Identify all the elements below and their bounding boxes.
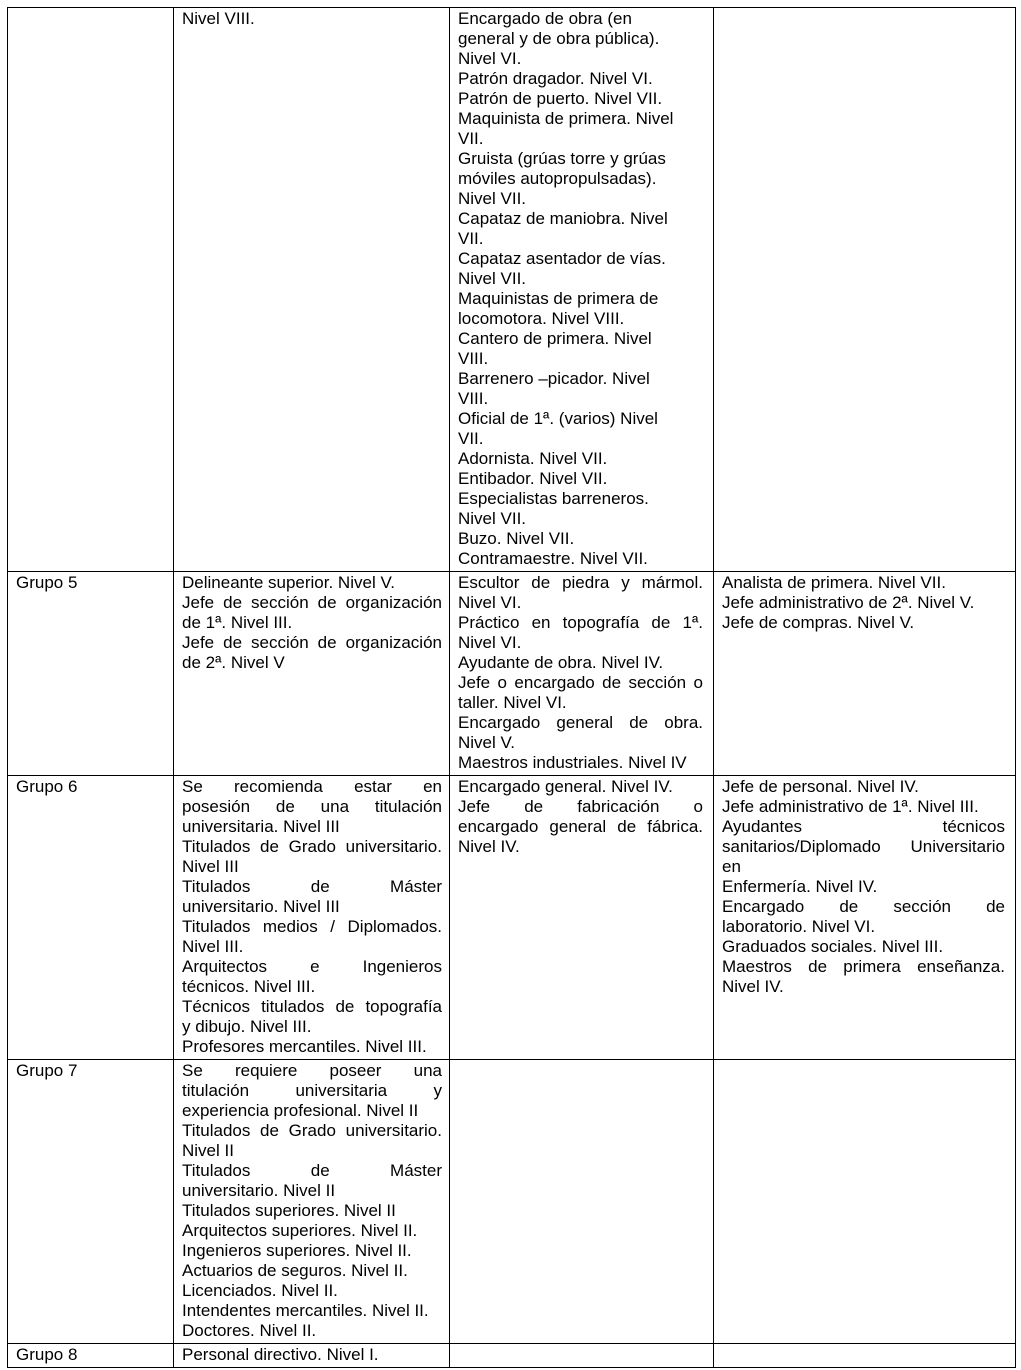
text-line: Jefe de sección de organización (182, 633, 442, 652)
text-line: Titulados de Grado universitario. (182, 1121, 442, 1140)
table-entry (458, 209, 703, 249)
text-line: móviles autopropulsadas). (458, 169, 657, 188)
text-line: Grupo 6 (16, 777, 78, 796)
table-entry (722, 573, 1005, 593)
table-entry (722, 817, 1005, 877)
table-entry (458, 69, 703, 89)
text-line: Jefe de compras. Nivel V. (722, 613, 915, 632)
table-entry (458, 249, 703, 289)
table-entry (458, 469, 703, 489)
text-line: Encargado general. Nivel IV. (458, 777, 673, 796)
text-line: VII. (458, 129, 484, 148)
table-entry (722, 777, 1005, 797)
text-line: VII. (458, 429, 484, 448)
table-entry (182, 633, 442, 673)
column-2-cell (174, 8, 450, 572)
text-line: de 1ª. Nivel III. (182, 613, 293, 632)
text-line: Ayudante de obra. Nivel IV. (458, 653, 664, 672)
text-line: general y de obra pública). (458, 29, 660, 48)
column-3-cell (450, 1344, 714, 1368)
text-line: Intendentes mercantiles. Nivel II. (182, 1301, 429, 1320)
text-line: VII. (458, 229, 484, 248)
table-entry (182, 1061, 442, 1121)
table-entry (458, 673, 703, 713)
text-line: sanitarios/Diplomado Universitario (722, 837, 1005, 856)
text-line: Se recomienda estar en (182, 777, 442, 796)
table-entry (182, 917, 442, 957)
table-entry (458, 9, 703, 69)
text-line: en (722, 857, 741, 876)
table-entry (722, 937, 1005, 957)
text-line: Jefe administrativo de 1ª. Nivel III. (722, 797, 979, 816)
text-line: Actuarios de seguros. Nivel II. (182, 1261, 408, 1280)
table-entry (182, 837, 442, 877)
text-line: Analista de primera. Nivel VII. (722, 573, 946, 592)
text-line: Capataz de maniobra. Nivel (458, 209, 668, 228)
column-2-cell (174, 1060, 450, 1344)
column-2-cell (174, 1344, 450, 1368)
table-entry (182, 593, 442, 633)
group-column-cell (8, 1344, 174, 1368)
table-entry (458, 613, 703, 653)
table-entry (182, 997, 442, 1037)
table-entry (16, 1061, 165, 1081)
text-line: Nivel VII. (458, 509, 527, 528)
text-line: Maestros industriales. Nivel IV (458, 753, 687, 772)
table-entry (182, 877, 442, 917)
table-entry (182, 1201, 442, 1221)
text-line: taller. Nivel VI. (458, 693, 567, 712)
text-line: Profesores mercantiles. Nivel III. (182, 1037, 427, 1056)
text-line: Gruista (grúas torre y grúas (458, 149, 666, 168)
text-line: titulación universitaria y (182, 1081, 442, 1100)
table-entry (458, 369, 703, 409)
text-line: Maquinistas de primera de (458, 289, 659, 308)
table-entry (458, 549, 703, 569)
table-entry (722, 797, 1005, 817)
column-4-cell (714, 776, 1016, 1060)
column-3-cell (450, 1060, 714, 1344)
text-line: Graduados sociales. Nivel III. (722, 937, 944, 956)
text-line: Nivel V. (458, 733, 516, 752)
text-line: Grupo 7 (16, 1061, 78, 1080)
text-line: Nivel III. (182, 937, 244, 956)
column-2-cell (174, 776, 450, 1060)
text-line: Jefe de personal. Nivel IV. (722, 777, 919, 796)
table-entry (722, 897, 1005, 937)
column-3-cell (450, 8, 714, 572)
text-line: Cantero de primera. Nivel (458, 329, 652, 348)
text-line: Jefe o encargado de sección o (458, 673, 703, 692)
text-line: Entibador. Nivel VII. (458, 469, 608, 488)
text-line: Ayudantes técnicos (722, 817, 1005, 836)
text-line: Nivel VI. (458, 633, 522, 652)
column-4-cell (714, 572, 1016, 776)
table-entry (182, 1281, 442, 1301)
text-line: Práctico en topografía de 1ª. (458, 613, 703, 632)
text-line: universitario. Nivel II (182, 1181, 336, 1200)
table-entry (182, 777, 442, 837)
text-line: Titulados de Máster (182, 1161, 442, 1180)
column-4-cell (714, 1344, 1016, 1368)
column-2-cell (174, 572, 450, 776)
text-line: Nivel II (182, 1141, 234, 1160)
text-line: Nivel III (182, 857, 239, 876)
text-line: Grupo 5 (16, 573, 78, 592)
column-4-cell (714, 1060, 1016, 1344)
text-line: Nivel VII. (458, 189, 527, 208)
text-line: Se requiere poseer una (182, 1061, 442, 1080)
group-column-cell (8, 1060, 174, 1344)
text-line: Encargado de sección de (722, 897, 1005, 916)
text-line: Jefe de sección de organización (182, 593, 442, 612)
table-entry (458, 329, 703, 369)
table-entry (182, 957, 442, 997)
text-line: experiencia profesional. Nivel II (182, 1101, 419, 1120)
table-entry (458, 777, 703, 797)
table-entry (458, 797, 703, 857)
table-entry (458, 573, 703, 613)
text-line: encargado general de fábrica. (458, 817, 703, 836)
table-entry (458, 89, 703, 109)
text-line: Patrón de puerto. Nivel VII. (458, 89, 663, 108)
table-entry (458, 713, 703, 753)
table-entry (458, 289, 703, 329)
text-line: Nivel IV. (722, 977, 784, 996)
table-entry (182, 1221, 442, 1241)
group-column-cell (8, 572, 174, 776)
table-entry (458, 529, 703, 549)
text-line: Nivel VI. (458, 49, 522, 68)
text-line: Ingenieros superiores. Nivel II. (182, 1241, 412, 1260)
table-entry (182, 1037, 442, 1057)
text-line: Técnicos titulados de topografía (182, 997, 442, 1016)
group-column-cell (8, 8, 174, 572)
table-entry (722, 957, 1005, 997)
text-line: posesión de una titulación (182, 797, 442, 816)
table-entry (182, 573, 442, 593)
text-line: Jefe de fabricación o (458, 797, 703, 816)
text-line: Licenciados. Nivel II. (182, 1281, 338, 1300)
text-line: Nivel VIII. (182, 9, 255, 28)
table-entry (458, 109, 703, 149)
text-line: Titulados medios / Diplomados. (182, 917, 442, 936)
table-entry (16, 573, 165, 593)
text-line: Titulados de Máster (182, 877, 442, 896)
text-line: Contramaestre. Nivel VII. (458, 549, 648, 568)
text-line: Oficial de 1ª. (varios) Nivel (458, 409, 658, 428)
text-line: universitario. Nivel III (182, 897, 340, 916)
text-line: de 2ª. Nivel V (182, 653, 285, 672)
text-line: VIII. (458, 349, 489, 368)
table-entry (182, 1161, 442, 1201)
table-entry (722, 613, 1005, 633)
table-entry (722, 593, 1005, 613)
table-entry (182, 1241, 442, 1261)
table-entry (458, 409, 703, 449)
text-line: Arquitectos e Ingenieros (182, 957, 442, 976)
text-line: VIII. (458, 389, 489, 408)
text-line: Delineante superior. Nivel V. (182, 573, 395, 592)
table-entry (722, 877, 1005, 897)
text-line: laboratorio. Nivel VI. (722, 917, 876, 936)
table-entry (182, 1301, 442, 1321)
text-line: Patrón dragador. Nivel VI. (458, 69, 653, 88)
text-line: Nivel IV. (458, 837, 520, 856)
table-entry (182, 9, 442, 29)
column-4-cell (714, 8, 1016, 572)
group-column-cell (8, 776, 174, 1060)
table-row-grupo-7 (8, 1060, 1016, 1344)
text-line: Grupo 8 (16, 1345, 78, 1364)
table-entry (182, 1261, 442, 1281)
text-line: Barrenero –picador. Nivel (458, 369, 650, 388)
job-classification-table (7, 7, 1016, 1368)
text-line: Encargado general de obra. (458, 713, 703, 732)
column-3-cell (450, 776, 714, 1060)
text-line: universitaria. Nivel III (182, 817, 340, 836)
text-line: Nivel VI. (458, 593, 522, 612)
column-3-cell (450, 572, 714, 776)
text-line: Doctores. Nivel II. (182, 1321, 317, 1340)
table-entry (16, 1345, 165, 1365)
text-line: Capataz asentador de vías. (458, 249, 666, 268)
table-entry (16, 777, 165, 797)
text-line: Encargado de obra (en (458, 9, 632, 28)
text-line: Especialistas barreneros. (458, 489, 649, 508)
table-entry (458, 449, 703, 469)
table-entry (182, 1321, 442, 1341)
text-line: Buzo. Nivel VII. (458, 529, 575, 548)
text-line: técnicos. Nivel III. (182, 977, 316, 996)
table-row-grupo-8 (8, 1344, 1016, 1368)
text-line: Maestros de primera enseñanza. (722, 957, 1005, 976)
text-line: Titulados superiores. Nivel II (182, 1201, 396, 1220)
text-line: Nivel VII. (458, 269, 527, 288)
text-line: locomotora. Nivel VIII. (458, 309, 625, 328)
table-row-continuation (8, 8, 1016, 572)
table-entry (182, 1121, 442, 1161)
table-row-grupo-6 (8, 776, 1016, 1060)
text-line: y dibujo. Nivel III. (182, 1017, 312, 1036)
text-line: Escultor de piedra y mármol. (458, 573, 703, 592)
text-line: Personal directivo. Nivel I. (182, 1345, 379, 1364)
text-line: Jefe administrativo de 2ª. Nivel V. (722, 593, 975, 612)
text-line: Arquitectos superiores. Nivel II. (182, 1221, 418, 1240)
table-entry (458, 149, 703, 209)
text-line: Maquinista de primera. Nivel (458, 109, 674, 128)
table-entry (182, 1345, 442, 1365)
text-line: Enfermería. Nivel IV. (722, 877, 878, 896)
table-entry (458, 489, 703, 529)
table-row-grupo-5 (8, 572, 1016, 776)
text-line: Adornista. Nivel VII. (458, 449, 608, 468)
text-line: Titulados de Grado universitario. (182, 837, 442, 856)
table-entry (458, 753, 703, 773)
table-entry (458, 653, 703, 673)
